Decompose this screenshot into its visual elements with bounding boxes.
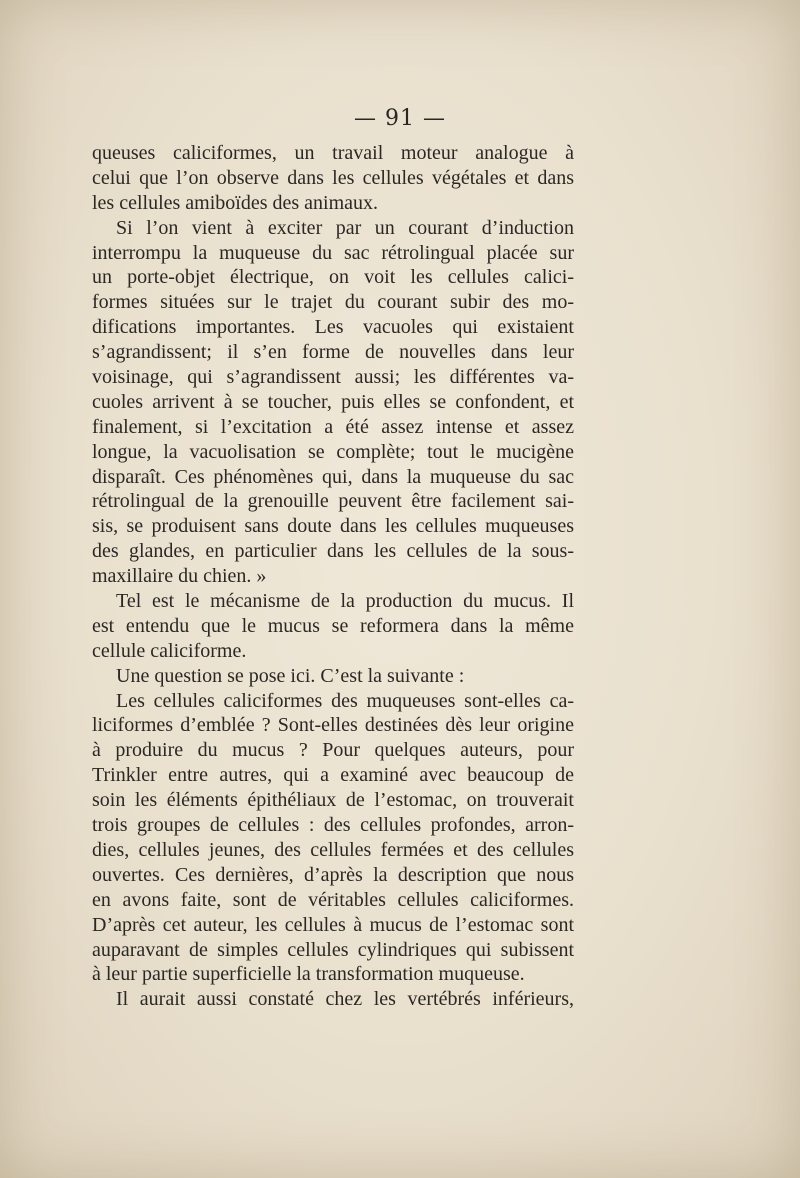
text-line: longue, la vacuolisation se complète; tout le mucigène bbox=[92, 440, 574, 463]
text-line: Trinkler entre autres, qui a examiné avec beaucoup de bbox=[92, 764, 574, 787]
text-line: auparavant de simples cellules cylindriques qui subissent bbox=[92, 938, 574, 961]
text-line: cellule caliciforme. bbox=[92, 639, 247, 662]
text-line: disparaît. Ces phénomènes qui, dans la muqueuse du sac bbox=[92, 465, 574, 488]
text-line: Il aurait aussi constaté chez les vertébrés inférieurs, bbox=[116, 988, 574, 1011]
text-line: en avons faite, sont de véritables cellules caliciformes. bbox=[92, 888, 574, 911]
text-line: celui que l’on observe dans les cellules végétales et dans bbox=[92, 166, 574, 189]
text-line: à leur partie superficielle la transformation muqueuse. bbox=[92, 963, 525, 986]
text-line: s’agrandissent; il s’en forme de nouvelles dans leur bbox=[92, 341, 574, 364]
text-line: finalement, si l’excitation a été assez intense et assez bbox=[92, 415, 574, 438]
text-line: trois groupes de cellules : des cellules profondes, arron- bbox=[92, 814, 574, 837]
text-line: maxillaire du chien. » bbox=[92, 565, 267, 588]
text-line: queuses caliciformes, un travail moteur analogue à bbox=[92, 142, 574, 164]
text-line: sis, se produisent sans doute dans les cellules muqueuses bbox=[92, 515, 574, 538]
text-line: ouvertes. Ces dernières, d’après la description que nous bbox=[92, 863, 574, 886]
text-line: Une question se pose ici. C’est la suivante : bbox=[116, 664, 465, 687]
body-text bbox=[92, 141, 574, 1012]
text-line: formes situées sur le trajet du courant subir des mo- bbox=[92, 291, 574, 314]
text-line: soin les éléments épithéliaux de l’estomac, on trouverait bbox=[92, 789, 574, 812]
text-line: difications importantes. Les vacuoles qui existaient bbox=[92, 316, 574, 339]
text-line: Tel est le mécanisme de la production du mucus. Il bbox=[116, 590, 574, 613]
text-line: rétrolingual de la grenouille peuvent être facilement sai- bbox=[92, 490, 574, 513]
text-line: cuoles arrivent à se toucher, puis elles se confondent, et bbox=[92, 390, 574, 413]
text-line: interrompu la muqueuse du sac rétrolingual placée sur bbox=[92, 241, 574, 264]
text-line: est entendu que le mucus se reformera dans la même bbox=[92, 614, 574, 637]
text-line: un porte-objet électrique, on voit les cellules calici- bbox=[92, 266, 574, 289]
text-line: voisinage, qui s’agrandissent aussi; les différentes va- bbox=[92, 366, 574, 389]
text-line: à produire du mucus ? Pour quelques auteurs, pour bbox=[92, 739, 574, 762]
text-line: D’après cet auteur, les cellules à mucus de l’estomac sont bbox=[92, 913, 574, 936]
text-line: les cellules amiboïdes des animaux. bbox=[92, 191, 379, 214]
text-line: Si l’on vient à exciter par un courant d’induction bbox=[116, 216, 574, 239]
text-line: liciformes d’emblée ? Sont-elles destinées dès leur origine bbox=[92, 714, 574, 737]
text-line: dies, cellules jeunes, des cellules fermées et des cellules bbox=[92, 838, 574, 861]
text-line: Les cellules caliciformes des muqueuses sont-elles ca- bbox=[116, 689, 574, 712]
text-line: des glandes, en particulier dans les cellules de la sous- bbox=[92, 540, 574, 563]
page-number: — 91 — bbox=[354, 106, 446, 131]
